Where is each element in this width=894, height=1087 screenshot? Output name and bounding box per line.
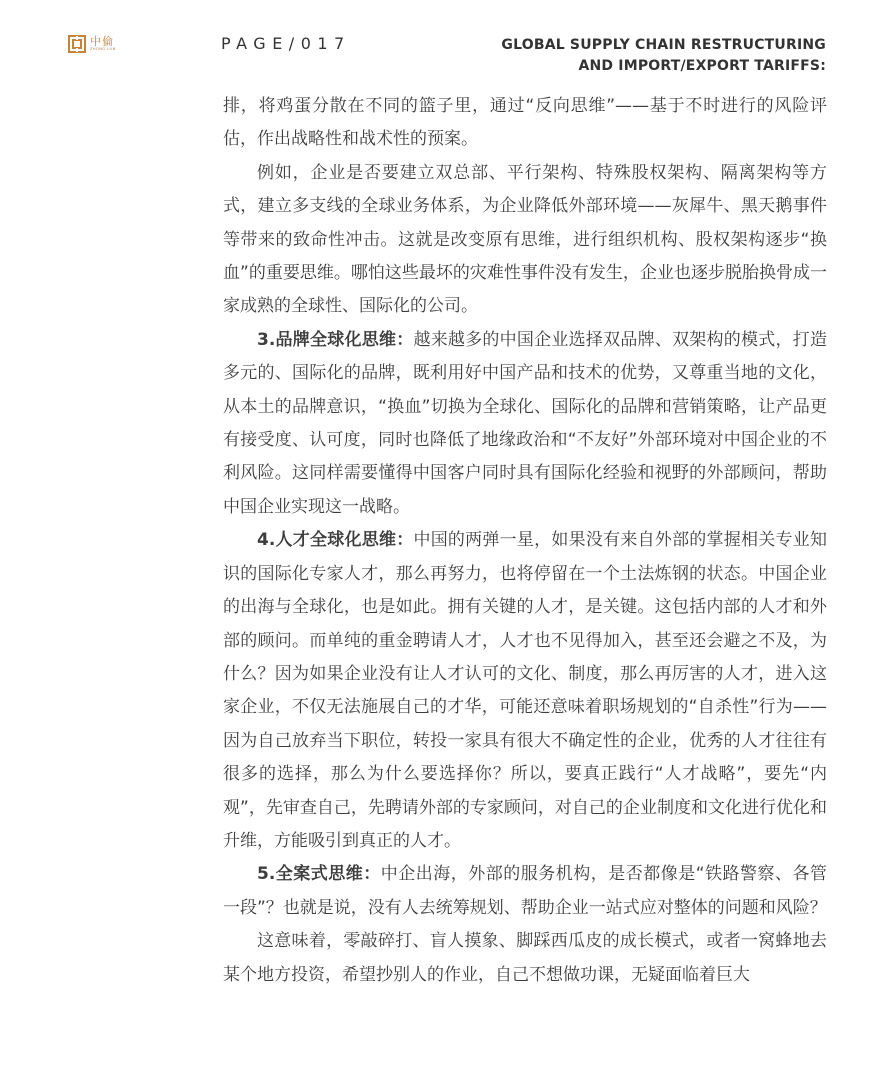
paragraph-text: 中企出海，外部的服务机构，是否都像是“铁路警察、各管一段”？也就是说，没有人去统筹规划、帮助企业一站式应对整体的问题和风险？ <box>223 864 827 918</box>
paragraph-talent-globalization <box>223 524 827 858</box>
paragraph-growth-model: 这意味着，零敲碎打、盲人摸象、脚踩西瓜皮的成长模式，或者一窝蜂地去某个地方投资，希望抄别人的作业，自己不想做功课，无疑面临着巨大 <box>223 931 827 985</box>
logo-chinese-name: 中倫 <box>90 35 114 49</box>
header-title-line-1: GLOBAL SUPPLY CHAIN RESTRUCTURING <box>501 37 826 53</box>
logo-english-name: ZHONG LUN <box>90 47 116 52</box>
article-body <box>223 90 827 992</box>
paragraph-continuation: 排，将鸡蛋分散在不同的篮子里，通过“反向思维”——基于不时进行的风险评估，作出战略性和战术性的预案。 <box>223 96 827 150</box>
paragraph-text: 中国的两弹一星，如果没有来自外部的掌握相关专业知识的国际化专家人才，那么再努力，也将停留在一个土法炼钢的状态。中国企业的出海与全球化，也是如此。拥有关键的人才，是关键。这包括内部的人才和外部的顾问。而单纯的重金聘请人才，人才也不见得加入，甚至还会避之不及，为什么？因为如果企业没有让人才认可的文化、制度，那么再厉害的人才，进入这家企业，不仅无法施展自己的才华，可能还意味着职场规划的“自杀性”行为——因为自己放弃当下职位，转投一家具有很大不确定性的企业，优秀的人才往往有很多的选择，那么为什么要选择你？所以，要真正践行“人才战略”，要先“内观”，先审查自己，先聘请外部的专家顾问，对自己的企业制度和文化进行优化和升维，方能吸引到真正的人才。 <box>223 530 827 851</box>
section-heading-talent: 4.人才全球化思维： <box>257 530 414 551</box>
section-heading-brand: 3.品牌全球化思维： <box>257 329 414 350</box>
zhonglun-logo <box>68 35 116 53</box>
header-title-line-2: AND IMPORT/EXPORT TARIFFS: <box>578 58 826 74</box>
paragraph-full-case-thinking <box>223 858 827 925</box>
paragraph-text: 越来越多的中国企业选择双品牌、双架构的模式，打造多元的、国际化的品牌，既利用好中国产品和技术的优势，又尊重当地的文化，从本土的品牌意识，“换血”切换为全球化、国际化的品牌和营销策略，让产品更有接受度、认可度，同时也降低了地缘政治和“不友好”外部环境对中国企业的不利风险。这同样需要懂得中国客户同时具有国际化经验和视野的外部顾问，帮助中国企业实现这一战略。 <box>223 329 827 517</box>
section-heading-full-case: 5.全案式思维： <box>257 864 381 885</box>
logo-mark-icon <box>68 35 86 53</box>
running-header-title <box>501 35 826 77</box>
logo-text <box>90 36 116 52</box>
paragraph-brand-globalization <box>223 324 827 524</box>
paragraph-example: 例如，企业是否要建立双总部、平行架构、特殊股权架构、隔离架构等方式，建立多支线的全球业务体系，为企业降低外部环境——灰犀牛、黑天鹅事件等带来的致命性冲击。这就是改变原有思维，进行组织机构、股权架构逐步“换血”的重要思维。哪怕这些最坏的灾难性事件没有发生，企业也逐步脱胎换骨成一家成熟的全球性、国际化的公司。 <box>223 162 827 317</box>
page-number: PAGE/017 <box>221 34 351 53</box>
